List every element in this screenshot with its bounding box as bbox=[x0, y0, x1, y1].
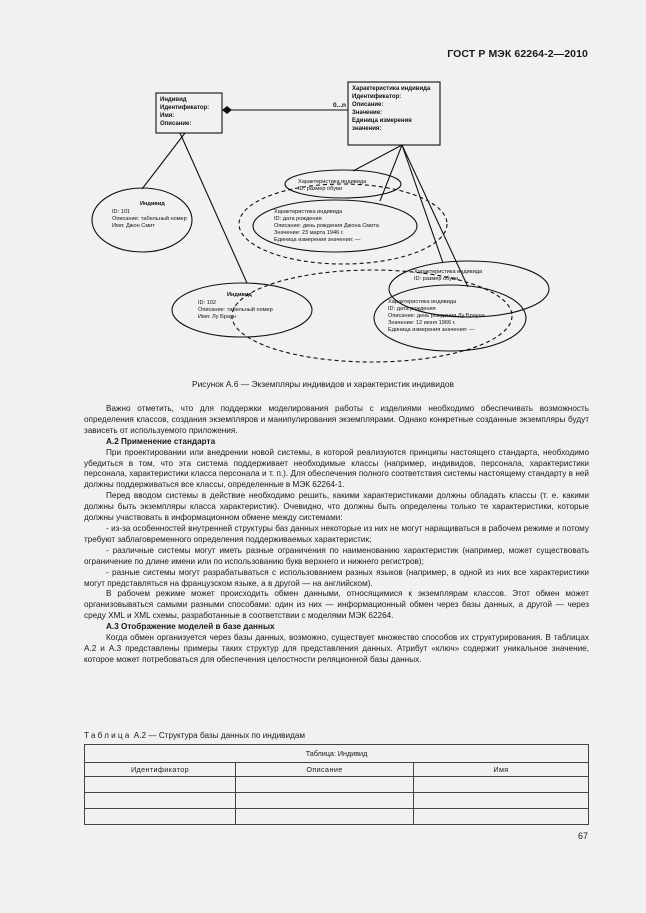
list-item: - из-за особенностей внутренней структуры баз данных некоторые из них не могут наращиваться в рабочем режиме и потому требуют заблаговременного определения поддерживаемых характеристик; bbox=[84, 523, 589, 544]
characteristic-box-line: значения: bbox=[352, 126, 382, 132]
table-cell bbox=[85, 793, 236, 809]
birth-date-2-line: Единица измерения значения: — bbox=[388, 327, 475, 333]
characteristic-box-line: Единица измерения bbox=[352, 118, 412, 124]
table-cell bbox=[414, 793, 589, 809]
body-text bbox=[84, 404, 589, 666]
table-row bbox=[85, 793, 589, 809]
shoe-size-1-line: Характеристика индивида bbox=[298, 179, 367, 185]
characteristic-box-line: Значение: bbox=[352, 110, 383, 116]
section-heading: А.3 Отображение моделей в базе данных bbox=[106, 622, 275, 632]
birth-date-1-line: Описание: день рождения Джона Смита bbox=[274, 223, 379, 229]
instance-line-birth-1 bbox=[380, 145, 402, 201]
instance-line-lou bbox=[180, 133, 247, 283]
john-instance-line: ID: 101 bbox=[112, 209, 131, 215]
individual-box-line: Описание: bbox=[160, 121, 192, 127]
paragraph: В рабочем режиме может происходить обмен данными, относящимися к экземплярам классов. Этот обмен может организовываться самыми разными способами: один из них — информационный обмен через базы данных, а другой — через среду XML и XML схемы, разработанные в соответствии с моделями МЭК 62264. bbox=[84, 589, 589, 621]
birth-date-1-line: Значение: 23 марта 1946 г. bbox=[274, 230, 344, 236]
characteristic-box-line: Характеристика индивида bbox=[352, 86, 431, 92]
shoe-size-2-line: Характеристика индивида bbox=[414, 269, 483, 275]
individual-box-line: Имя: bbox=[160, 113, 175, 119]
birth-date-2-line: ID: дата рождения bbox=[388, 306, 436, 312]
instance-line-john bbox=[142, 133, 185, 189]
birth-date-1-line: Характеристика индивида bbox=[274, 209, 343, 215]
table-cell bbox=[236, 793, 414, 809]
paragraph: Важно отметить, что для поддержки моделирования работы с изделиями необходимо обеспечивать возможность определения классов, создания экземпляров и манипулирования экземплярами. Однако конкретные созданные экземпляры будут зависеть от используемого приложения. bbox=[84, 404, 589, 435]
table-title-prefix: Таблица bbox=[84, 731, 132, 740]
table-row bbox=[85, 809, 589, 825]
multiplicity-label: 0...n bbox=[333, 102, 347, 109]
shoe-size-2-line: ID: размер обуви bbox=[414, 276, 459, 282]
table-cell bbox=[414, 809, 589, 825]
table-cell bbox=[85, 777, 236, 793]
paragraph: Когда обмен организуется через базы данных, возможно, существует множество способов их структурирования. В таблицах А.2 и А.3 представлены примеры таких структур для представления данных. Атрибут «ключ» содержит уникальное значение, которое может потребоваться для обеспечения целостности реляционной базы данных. bbox=[84, 633, 589, 664]
shoe-size-1-line: ID: размер обуви bbox=[298, 186, 343, 192]
list-item: - разные системы могут разрабатываться с использованием разных языков (например, в одной из них все характеристики могут представляться на французском языке, а в другой — на английском). bbox=[84, 567, 589, 588]
birth-date-2-line: Описание: день рождения Лу Брауна bbox=[388, 313, 485, 319]
table-cell bbox=[414, 777, 589, 793]
table-row bbox=[85, 777, 589, 793]
instance-line-birth-2 bbox=[402, 145, 468, 287]
column-header-id: Идентификатор bbox=[85, 763, 236, 777]
standard-code-header: ГОСТ Р МЭК 62264-2—2010 bbox=[447, 48, 588, 60]
lou-instance-line: Имя: Лу Браун bbox=[198, 314, 236, 320]
lou-instance-line: ID: 102 bbox=[198, 300, 217, 306]
birth-date-2-line: Значение: 12 июня 1966 г. bbox=[388, 320, 456, 326]
birth-date-2-line: Характеристика индивида bbox=[388, 299, 457, 305]
section-heading: А.2 Применение стандарта bbox=[106, 436, 216, 446]
characteristic-box-line: Описание: bbox=[352, 102, 384, 108]
table-caption-cell: Таблица: Индивид bbox=[85, 745, 589, 763]
table-cell bbox=[236, 809, 414, 825]
paragraph: Перед вводом системы в действие необходимо решить, какими характеристиками должны обладать классы (т. е. какими должны быть экземпляры класса характеристик). Очевидно, что должны быть определены только те характеристики, которые должны участвовать в информационном обмене между системами: bbox=[84, 491, 589, 523]
table-cell bbox=[85, 809, 236, 825]
birth-date-1-line: Единица измерения значения: — bbox=[274, 237, 361, 243]
figure-caption: Рисунок А.6 — Экземпляры индивидов и характеристик индивидов bbox=[192, 379, 454, 389]
table-title bbox=[84, 731, 305, 740]
aggregation-diamond-icon bbox=[222, 106, 232, 114]
instance-line-size-1 bbox=[353, 145, 402, 171]
lou-instance-line: Описание: табельный номер bbox=[198, 307, 273, 313]
list-item: - различные системы могут иметь разные ограничения по наименованию характеристик (например, может существовать ограничение по длине имени или по использованию букв верхнего и нижнего регистров); bbox=[84, 545, 589, 566]
birth-date-1-line: ID: дата рождения bbox=[274, 216, 322, 222]
john-instance-line: Имя: Джон Смит bbox=[112, 223, 155, 229]
column-header-name: Имя bbox=[414, 763, 589, 777]
individual-box-line: Индивид bbox=[160, 97, 187, 103]
figure-a6-diagram bbox=[0, 0, 646, 380]
column-header-description: Описание bbox=[236, 763, 414, 777]
paragraph: При проектировании или внедрении новой системы, в которой реализуются принципы настоящего стандарта, необходимо убедиться в том, что эта система поддерживает необходимые классы (например, индивидов, персонала, характеристики персонала, характеристики класса персонала и т. п.). Для обеспечения полного соответствия системы настоящему стандарту в ней должны поддерживаться все классы, определенные в МЭК 62264-1. bbox=[84, 447, 589, 490]
characteristic-box-line: Идентификатор: bbox=[352, 94, 402, 100]
table-cell bbox=[236, 777, 414, 793]
individual-box-line: Идентификатор: bbox=[160, 105, 210, 111]
instance-line-size-2 bbox=[402, 145, 443, 263]
individual-db-table bbox=[84, 744, 589, 825]
page-number: 67 bbox=[577, 831, 588, 841]
lou-instance-title: Индивид bbox=[227, 292, 252, 298]
table-title-text: А.2 — Структура базы данных по индивидам bbox=[133, 731, 306, 740]
john-instance-line: Описание: табельный номер bbox=[112, 216, 187, 222]
john-instance-title: Индивид bbox=[140, 201, 165, 207]
